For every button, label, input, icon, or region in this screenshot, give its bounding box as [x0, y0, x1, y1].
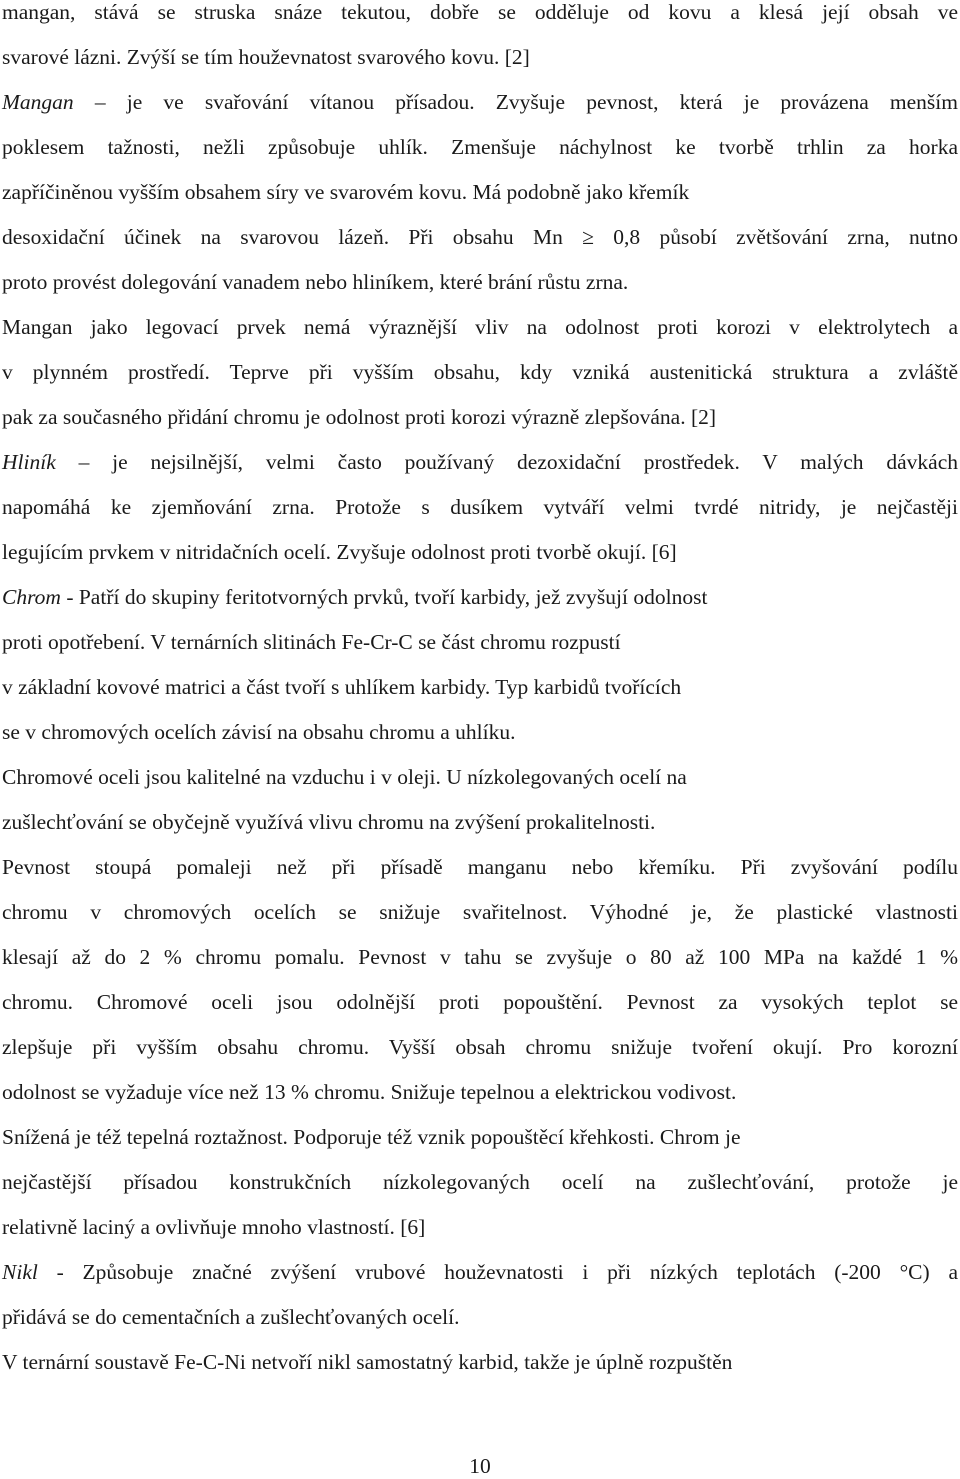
text-line [2, 80, 958, 125]
text-segment: v plynném prostředí. Teprve při vyšším obsahu, kdy vzniká austenitická struktura a zvláště [2, 360, 958, 384]
text-line [2, 530, 958, 575]
text-segment: v základní kovové matrici a část tvoří s uhlíkem karbidy. Typ karbidů tvořících [2, 675, 682, 699]
text-line [2, 395, 958, 440]
text-segment: chromu. Chromové oceli jsou odolnější proti popouštění. Pevnost za vysokých teplot se [2, 990, 958, 1014]
text-segment: desoxidační účinek na svarovou lázeň. Při obsahu Mn ≥ 0,8 působí zvětšování zrna, nutno [2, 225, 958, 249]
text-segment: mangan, stává se struska snáze tekutou, dobře se odděluje od kovu a klesá její obsah ve [2, 0, 958, 24]
text-line [2, 305, 958, 350]
text-segment: proto provést dolegování vanadem nebo hliníkem, které brání růstu zrna. [2, 270, 629, 294]
text-segment: poklesem tažnosti, nežli způsobuje uhlík. Zmenšuje náchylnost ke tvorbě trhlin za horka [2, 135, 958, 159]
body-text [2, 0, 958, 1385]
text-segment: klesají až do 2 % chromu pomalu. Pevnost v tahu se zvyšuje o 80 až 100 MPa na každé 1 % [2, 945, 958, 969]
text-line [2, 1205, 958, 1250]
element-term: Nikl [2, 1260, 38, 1284]
text-line [2, 1115, 958, 1160]
element-term: Hliník [2, 450, 56, 474]
element-term: Mangan [2, 90, 74, 114]
text-segment: nejčastější přísadou konstrukčních nízkolegovaných ocelí na zušlechťování, protože je [2, 1170, 958, 1194]
text-segment: odolnost se vyžaduje více než 13 % chromu. Snižuje tepelnou a elektrickou vodivost. [2, 1080, 737, 1104]
text-line [2, 0, 958, 35]
text-line [2, 935, 958, 980]
text-line [2, 710, 958, 755]
text-line [2, 485, 958, 530]
text-segment: - Způsobuje značné zvýšení vrubové houževnatosti i při nízkých teplotách (-200 °C) a [37, 1260, 958, 1284]
text-line [2, 1340, 958, 1385]
text-segment: - Patří do skupiny feritotvorných prvků, tvoří karbidy, jež zvyšují odolnost [60, 585, 708, 609]
text-segment: relativně laciný a ovlivňuje mnoho vlastností. [6] [2, 1215, 426, 1239]
text-line [2, 1025, 958, 1070]
text-line [2, 620, 958, 665]
text-line [2, 755, 958, 800]
text-line [2, 1160, 958, 1205]
text-line [2, 1250, 958, 1295]
text-segment: přidává se do cementačních a zušlechťovaných ocelí. [2, 1305, 460, 1329]
text-segment: Mangan jako legovací prvek nemá výraznější vliv na odolnost proti korozi v elektrolytech a [2, 315, 958, 339]
text-segment: se v chromových ocelích závisí na obsahu chromu a uhlíku. [2, 720, 516, 744]
text-line [2, 890, 958, 935]
text-segment: – je ve svařování vítanou přísadou. Zvyšuje pevnost, která je provázena menším [73, 90, 958, 114]
text-line [2, 170, 958, 215]
text-line [2, 1295, 958, 1340]
text-segment: svarové lázni. Zvýší se tím houževnatost svarového kovu. [2] [2, 45, 530, 69]
text-line [2, 215, 958, 260]
text-segment: V ternární soustavě Fe-C-Ni netvoří nikl samostatný karbid, takže je úplně rozpuštěn [2, 1350, 733, 1374]
text-line [2, 800, 958, 845]
text-segment: chromu v chromových ocelích se snižuje svařitelnost. Výhodné je, že plastické vlastnosti [2, 900, 958, 924]
element-term: Chrom [2, 585, 61, 609]
text-segment: legujícím prvkem v nitridačních ocelí. Zvyšuje odolnost proti tvorbě okují. [6] [2, 540, 677, 564]
text-line [2, 440, 958, 485]
text-line [2, 575, 958, 620]
text-line [2, 1070, 958, 1115]
text-line [2, 260, 958, 305]
text-line [2, 35, 958, 80]
text-segment: Chromové oceli jsou kalitelné na vzduchu i v oleji. U nízkolegovaných ocelí na [2, 765, 687, 789]
text-line [2, 665, 958, 710]
text-segment: zlepšuje při vyšším obsahu chromu. Vyšší obsah chromu snižuje tvoření okují. Pro korozní [2, 1035, 958, 1059]
text-line [2, 845, 958, 890]
text-segment: proti opotřebení. V ternárních slitinách Fe-Cr-C se část chromu rozpustí [2, 630, 621, 654]
text-line [2, 980, 958, 1025]
text-segment: Snížená je též tepelná roztažnost. Podporuje též vznik popouštěcí křehkosti. Chrom je [2, 1125, 741, 1149]
text-line [2, 125, 958, 170]
text-segment: – je nejsilnější, velmi často používaný dezoxidační prostředek. V malých dávkách [55, 450, 958, 474]
page-number: 10 [469, 1454, 491, 1478]
text-line [2, 350, 958, 395]
text-segment: Pevnost stoupá pomaleji než při přísadě manganu nebo křemíku. Při zvyšování podílu [2, 855, 958, 879]
text-segment: zapříčiněnou vyšším obsahem síry ve svarovém kovu. Má podobně jako křemík [2, 180, 690, 204]
text-segment: zušlechťování se obyčejně využívá vlivu chromu na zvýšení prokalitelnosti. [2, 810, 656, 834]
text-segment: napomáhá ke zjemňování zrna. Protože s dusíkem vytváří velmi tvrdé nitridy, je nejčastěji [2, 495, 958, 519]
text-segment: pak za současného přidání chromu je odolnost proti korozi výrazně zlepšována. [2] [2, 405, 717, 429]
